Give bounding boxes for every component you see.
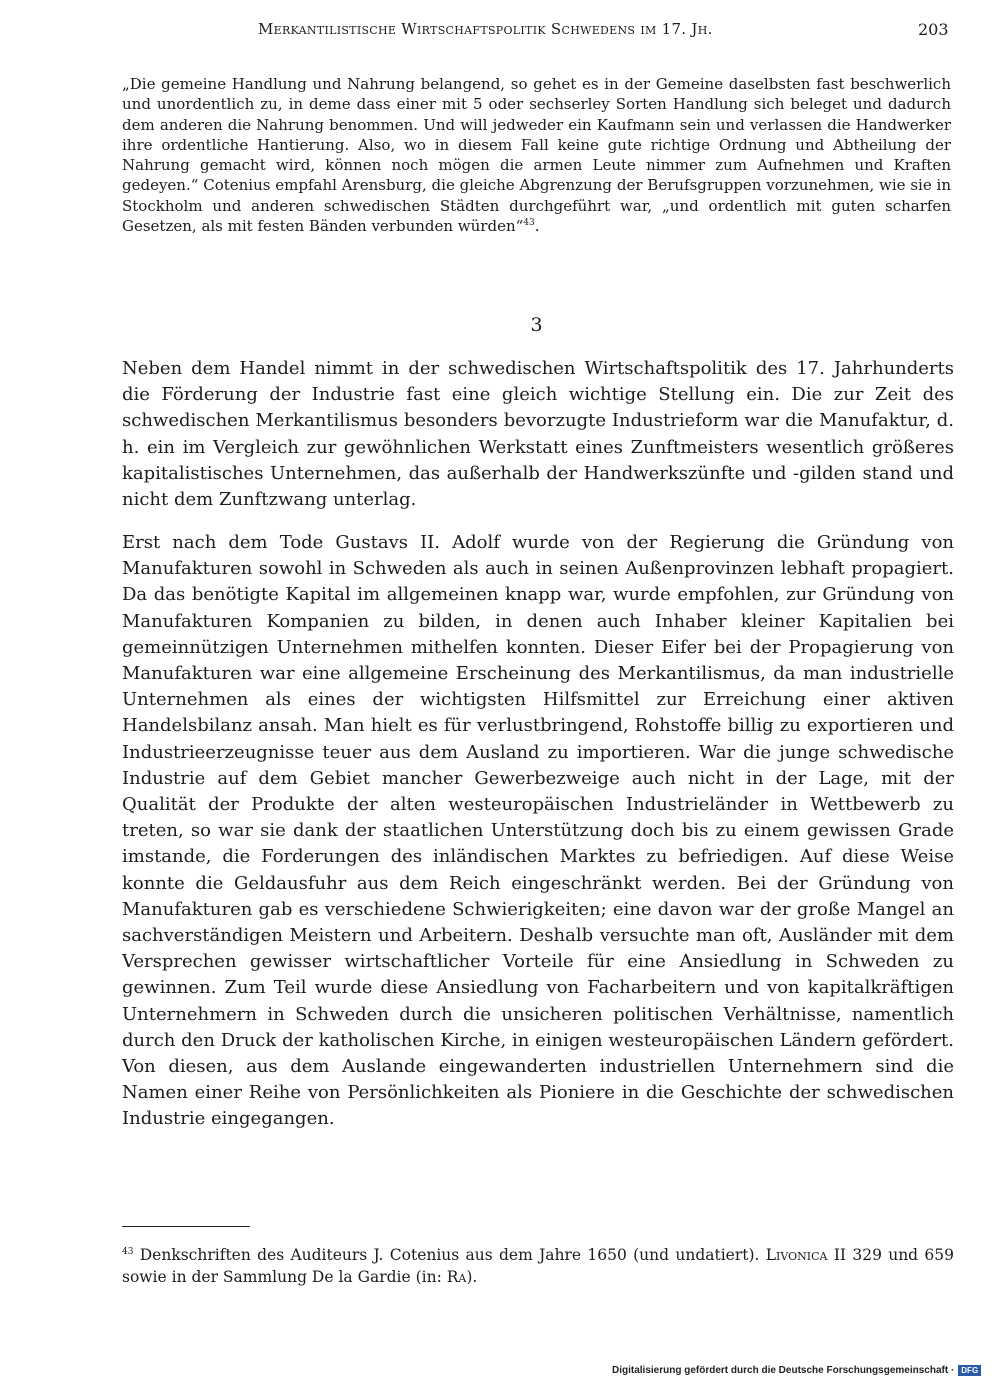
footnote-text-c: ). [466, 1268, 478, 1286]
footnote-ref[interactable]: 43 [523, 218, 535, 229]
footnote-text-a: Denkschriften des Auditeurs J. Cotenius aus dem Jahre 1650 (und undatiert). [139, 1246, 760, 1264]
footnote-number: 43 [122, 1246, 134, 1257]
dfg-logo: DFG [958, 1365, 981, 1376]
running-head: Merkantilistische Wirtschaftspolitik Schwedens im 17. Jh. [258, 20, 713, 38]
footnote [122, 1244, 954, 1288]
quote-block: „Die gemeine Handlung und Nahrung belangend, so gehet es in der Gemeine daselbsten fast beschwerlich und unordentlich zu, in deme dass einer mit 5 oder sechserley Sorten Handlung sich beleget und dadurch dem anderen die Nahrung benommen. Und will jedweder ein Kaufmann sein und verlassen die Handwerker ihre ordentliche Hantierung. Also, wo in diesem Fall keine gute richtige Ordnung und Abtheilung der Nahrung gemacht wird, können noch mögen die armen Leute nimmer zum Aufnehmen und Kraften gedeyen.“ Cotenius empfahl Arensburg, die gleiche Abgrenzung der Berufsgruppen vorzunehmen, wie sie in Stockholm und anderen schwedischen Städten durchgeführt war, „und ordentlich mit guten scharfen Gesetzen, als mit festen Bänden verbunden würden“$^{43}$. [122, 75, 951, 236]
page-number: 203 [918, 20, 949, 39]
body-paragraph-1: Neben dem Handel nimmt in der schwedischen Wirtschaftspolitik des 17. Jahrhunderts die Förderung der Industrie fast eine gleich wichtige Stellung ein. Die zur Zeit des schwedischen Merkantilismus besonders bevorzugte Industrieform war die Manufaktur, d. h. ein im Vergleich zur gewöhnlichen Werkstatt eines Zunftmeisters wesentlich größeres kapitalistisches Unternehmen, das außerhalb der Handwerkszünfte und -gilden stand und nicht dem Zunftzwang unterlag. [122, 358, 954, 511]
digitization-note [612, 1365, 981, 1376]
digitization-text: Digitalisierung gefördert durch die Deutsche Forschungsgemeinschaft · [612, 1365, 955, 1376]
footnote-source: Livonica [765, 1246, 828, 1264]
footnote-archive: Ra [446, 1268, 467, 1286]
body-paragraph-2: Erst nach dem Tode Gustavs II. Adolf wurde von der Regierung die Gründung von Manufakturen sowohl in Schweden als auch in seinen Außenprovinzen lebhaft propagiert. Da das benötigte Kapital im allgemeinen knapp war, wurde empfohlen, zur Gründung von Manufakturen Kompanien zu bilden, in denen auch Inhaber kleiner Kapitalien bei gemeinnützigen Unternehmen mithelfen konnten. Dieser Eifer bei der Propagierung von Manufakturen war eine allgemeine Erscheinung des Merkantilismus, da man industrielle Unternehmen als eines der wichtigsten Hilfsmittel zur Erreichung einer aktiven Handelsbilanz ansah. Man hielt es für verlustbringend, Rohstoffe billig zu exportieren und Industrieerzeugnisse teuer aus dem Ausland zu importieren. War die junge schwedische Industrie auf dem Gebiet mancher Gewerbezweige auch nicht in der Lage, mit der Qualität der Produkte der alten westeuropäischen Industrieländer in Wettbewerb zu treten, so war sie dank der staatlichen Unterstützung doch bis zu einem gewissen Grade imstande, die Forderungen des inländischen Marktes zu befriedigen. Auf diese Weise konnte die Geldausfuhr aus dem Reich eingeschränkt werden. Bei der Gründung von Manufakturen gab es verschiedene Schwierigkeiten; eine davon war der große Mangel an sachverständigen Meistern und Arbeitern. Deshalb versuchte man oft, Ausländer mit dem Versprechen gewisser wirtschaftlicher Vorteile für eine Ansiedlung in Schweden zu gewinnen. Zum Teil wurde diese Ansiedlung von Facharbeitern und von kapitalkräftigen Unternehmern in Schweden durch die unsicheren politischen Verhältnisse, namentlich durch den Druck der katholischen Kirche, in einigen westeuropäischen Ländern gefördert. Von diesen, aus dem Auslande eingewanderten industriellen Unternehmern sind die Namen einer Reihe von Persönlichkeiten als Pioniere in die Geschichte der schwedischen Industrie eingegangen. [122, 532, 954, 1130]
footnote-divider [122, 1226, 250, 1227]
quote-text: „Die gemeine Handlung und Nahrung belangend, so gehet es in der Gemeine daselbsten fast beschwerlich und unordentlich zu, in deme dass einer mit 5 oder sechserley Sorten Handlung sich beleget und dadurch dem anderen die Nahrung benommen. Und will jedweder ein Kaufmann sein und verlassen die Handwerker ihre ordentliche Hantierung. Also, wo in diesem Fall keine gute richtige Ordnung und Abtheilung der Nahrung gemacht wird, können noch mögen die armen Leute nimmer zum Aufnehmen und Kraften gedeyen.“ Cotenius empfahl Arensburg, die gleiche Abgrenzung der Berufsgruppen vorzunehmen, wie sie in Stockholm und anderen schwedischen Städten durchgeführt war, „und ordentlich mit guten scharfen Gesetzen, als mit festen Bänden verbunden würden“ [122, 75, 951, 236]
section-number: 3 [530, 314, 543, 336]
footnote-text-b: II 329 und 659 sowie in der Sammlung De la Gardie (in: [122, 1246, 954, 1286]
